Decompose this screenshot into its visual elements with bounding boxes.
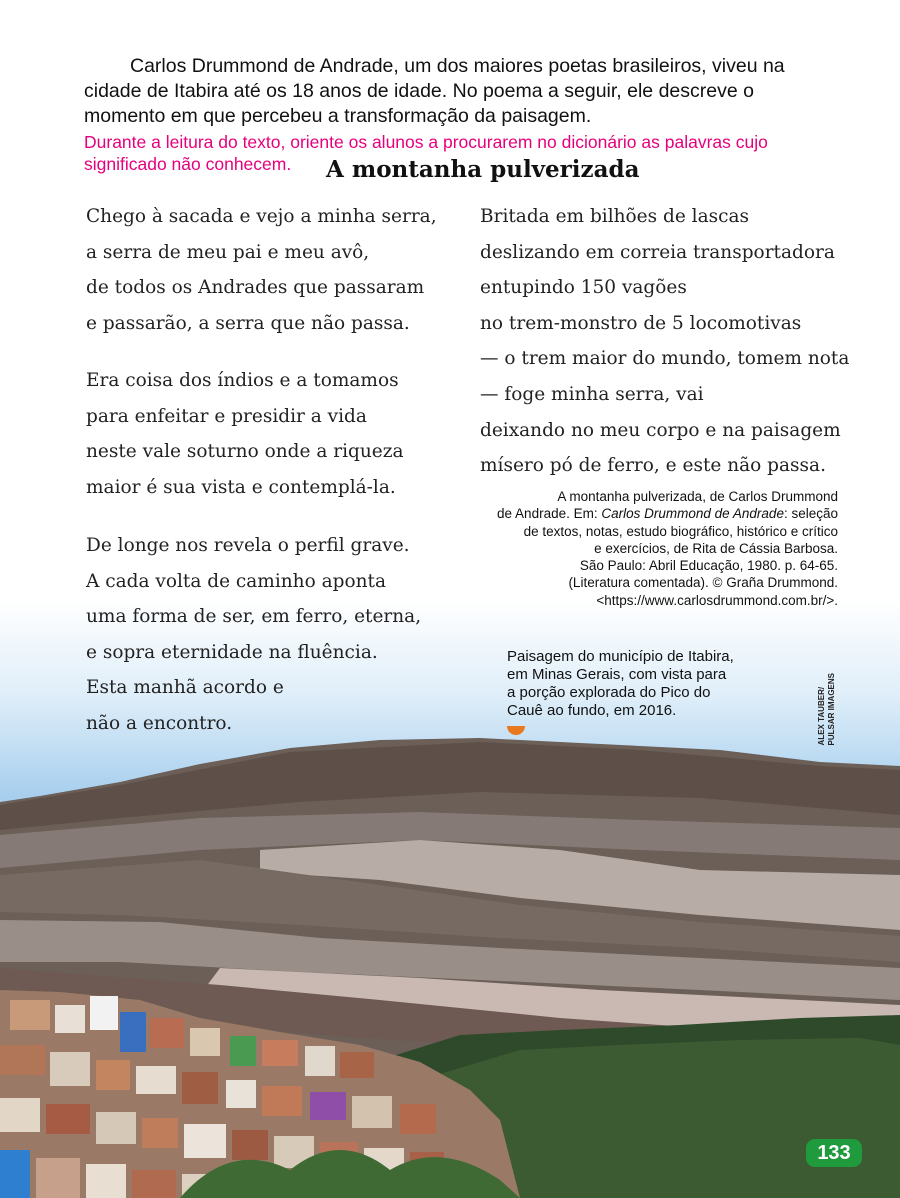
caption-line: Cauê ao fundo, em 2016.: [507, 702, 677, 719]
poem-line: não a encontro.: [86, 712, 233, 734]
poem-line: De longe nos revela o perfil grave.: [86, 535, 410, 556]
poem-line: Britada em bilhões de lascas: [480, 206, 749, 227]
poem-line: entupindo 150 vagões: [480, 277, 687, 299]
citation-link[interactable]: <https://www.carlosdrummond.com.br/>.: [596, 592, 838, 608]
photo-credit: [817, 673, 853, 745]
page-number-badge: 133: [806, 1139, 862, 1167]
citation-line: e exercícios, de Rita de Cássia Barbosa.: [594, 540, 838, 556]
photo-caption: [507, 648, 787, 720]
teacher-note: Durante a leitura do texto, oriente os alunos a procurarem no dicionário as palavras cujo significado não conhecem.: [84, 132, 768, 174]
poem-title: A montanha pulverizada: [326, 156, 640, 183]
poem-line: de todos os Andrades que passaram: [86, 277, 425, 299]
source-citation: [420, 488, 838, 609]
poem-line: mísero pó de ferro, e este não passa.: [480, 455, 826, 477]
credit-line: ALEX TAUBER/: [817, 686, 826, 746]
poem-line: maior é sua vista e contemplá-la.: [86, 476, 396, 498]
caption-line: Paisagem do município de Itabira,: [507, 648, 734, 665]
citation-prefix: de Andrade. Em:: [497, 506, 602, 522]
citation-line: [420, 505, 838, 522]
poem-line: Chego à sacada e vejo a minha serra,: [86, 206, 437, 227]
citation-line: de textos, notas, estudo biográfico, histórico e crítico: [523, 523, 838, 539]
citation-line: São Paulo: Abril Educação, 1980. p. 64-65.: [579, 558, 838, 574]
citation-line: (Literatura comentada). © Graña Drummond.: [568, 575, 838, 591]
poem-line: uma forma de ser, em ferro, eterna,: [86, 606, 422, 628]
poem-line: no trem-monstro de 5 locomotivas: [480, 312, 802, 334]
poem-line: — o trem maior do mundo, tomem nota: [480, 348, 850, 370]
caption-line: a porção explorada do Pico do: [507, 684, 711, 701]
itabira-landscape-photo: [0, 700, 900, 1198]
poem-line: Era coisa dos índios e a tomamos: [86, 370, 399, 391]
poem-stanza-2: [86, 363, 403, 505]
poem-stanza-4: [480, 199, 849, 484]
caption-line: em Minas Gerais, com vista para: [507, 666, 727, 683]
citation-line: A montanha pulverizada, de Carlos Drummond: [557, 489, 838, 504]
poem-stanza-1: [86, 199, 437, 341]
poem-line: e passarão, a serra que não passa.: [86, 312, 410, 334]
poem-stanza-3: [86, 528, 421, 742]
poem-line: A cada volta de caminho aponta: [86, 570, 386, 592]
poem-line: e sopra eternidade na fluência.: [86, 641, 378, 663]
citation-suffix: : seleção: [783, 506, 838, 522]
poem-line: deixando no meu corpo e na paisagem: [480, 419, 841, 441]
poem-line: Esta manhã acordo e: [86, 677, 284, 699]
poem-line: deslizando em correia transportadora: [480, 241, 835, 263]
poem-line: neste vale soturno onde a riqueza: [86, 441, 404, 463]
citation-book-title: Carlos Drummond de Andrade: [601, 506, 784, 522]
intro-paragraph: Carlos Drummond de Andrade, um dos maiores poetas brasileiros, viveu na cidade de Itabira até os 18 anos de idade. No poema a seguir, ele descreve o momento em que percebeu a transformação da paisagem.: [84, 55, 785, 127]
credit-line: PULSAR IMAGENS: [827, 673, 836, 746]
poem-line: para enfeitar e presidir a vida: [86, 405, 367, 427]
poem-line: a serra de meu pai e meu avô,: [86, 241, 370, 263]
poem-line: — foge minha serra, vai: [480, 383, 704, 405]
